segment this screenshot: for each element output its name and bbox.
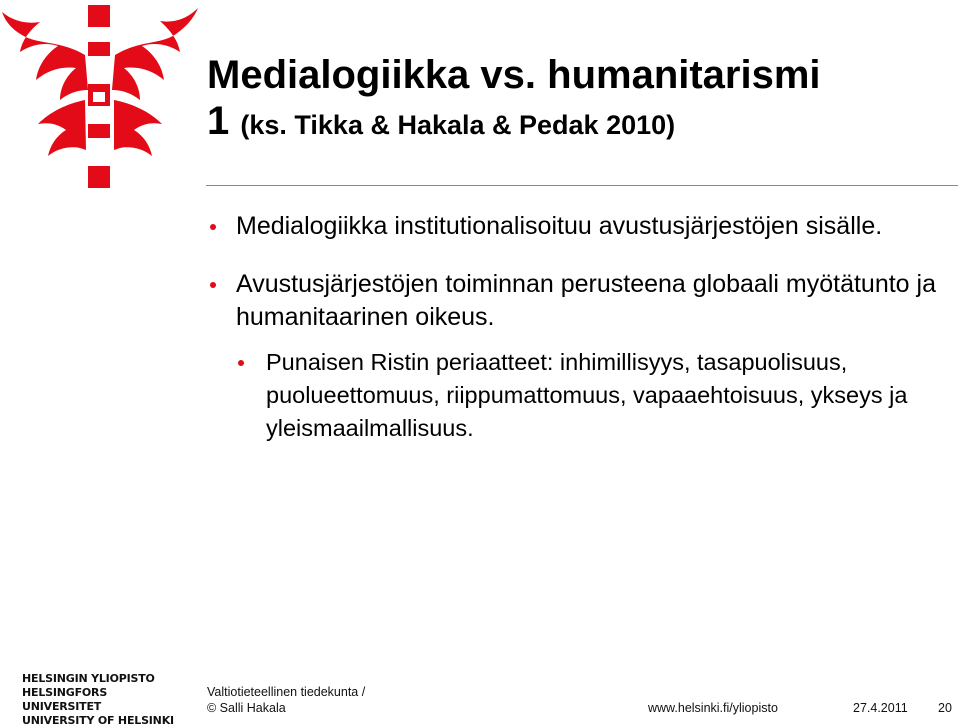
university-wordmark [22, 672, 187, 728]
footer-url: www.helsinki.fi/yliopisto [648, 701, 778, 715]
bullet-dot-icon [210, 282, 216, 288]
footer-author: © Salli Hakala [207, 701, 286, 715]
sub-bullet-item [208, 346, 953, 445]
bullet-list [208, 210, 953, 445]
footer-page-number: 20 [938, 701, 952, 715]
title-number: 1 [207, 99, 230, 143]
bullet-text: Avustusjärjestöjen toiminnan perusteena globaali myötätunto ja humanitaarinen oikeus. [236, 270, 936, 331]
wordmark-line-fi: HELSINGIN YLIOPISTO [22, 672, 155, 685]
title-line-1: Medialogiikka vs. humanitarismi [207, 53, 821, 97]
bullet-dot-icon [238, 360, 244, 366]
helsinki-flame-logo-icon [0, 0, 200, 195]
title-divider [206, 185, 958, 186]
bullet-item [208, 268, 953, 334]
bullet-text: Medialogiikka institutionalisoituu avustusjärjestöjen sisälle. [236, 212, 883, 240]
sub-bullet-text: Punaisen Ristin periaatteet: inhimillisyys, tasapuolisuus, puolueettomuus, riippumattomuus, vapaaehtoisuus, ykseys ja yleismaailmallisuus. [266, 349, 908, 441]
slide-title [207, 52, 947, 148]
wordmark-line-sv: HELSINGFORS UNIVERSITET [22, 686, 108, 713]
bullet-dot-icon [210, 224, 216, 230]
title-subtitle: (ks. Tikka & Hakala & Pedak 2010) [240, 110, 676, 140]
bullet-item [208, 210, 953, 243]
footer-date: 27.4.2011 [853, 701, 908, 715]
footer-faculty: Valtiotieteellinen tiedekunta / [207, 685, 366, 699]
wordmark-line-en: UNIVERSITY OF HELSINKI [22, 714, 174, 727]
